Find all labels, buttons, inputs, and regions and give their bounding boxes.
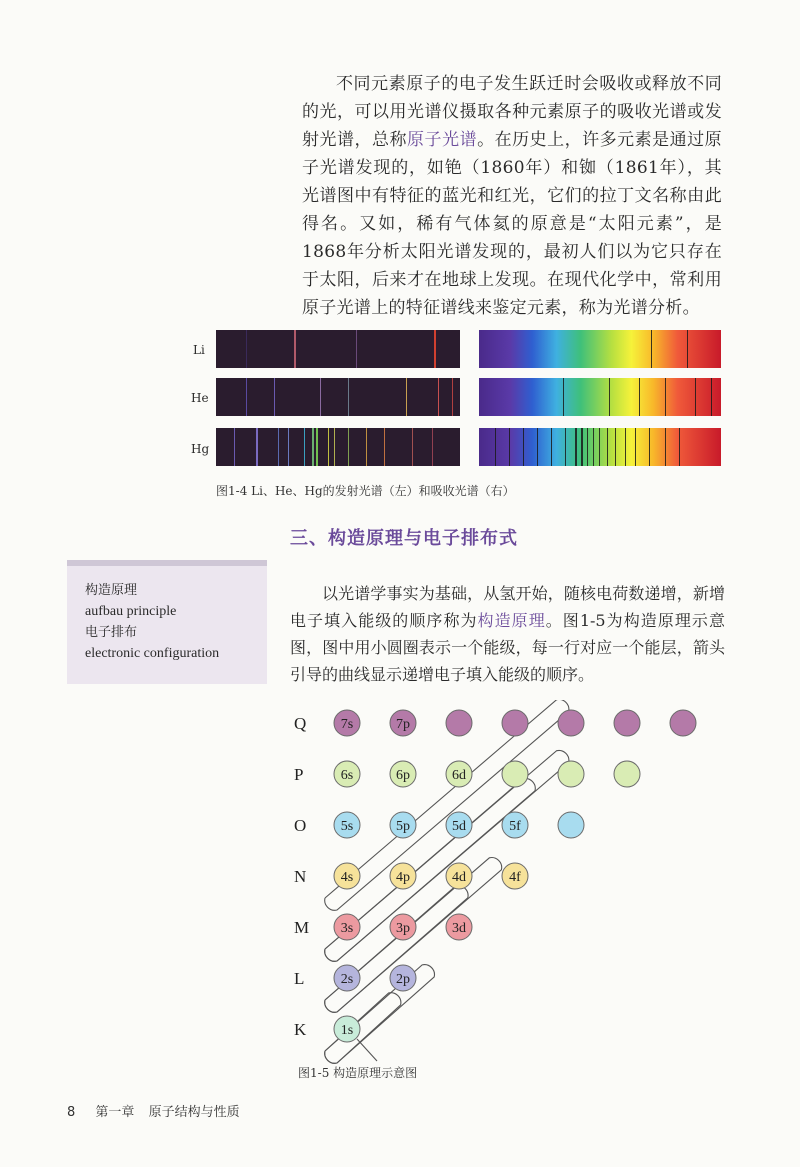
shell-label-N: N	[294, 867, 307, 886]
spectral-line	[312, 428, 314, 466]
absorption-line	[651, 330, 652, 368]
absorption-line	[599, 428, 600, 466]
glossary-term1-en: aufbau principle	[85, 604, 177, 619]
absorption-line	[635, 428, 636, 466]
energy-level-O-4	[558, 812, 584, 838]
absorption-line	[551, 428, 552, 466]
spectral-line	[278, 428, 279, 466]
energy-level-P-5	[614, 761, 640, 787]
li-emission-spectrum	[216, 330, 460, 368]
spectral-line	[348, 378, 349, 416]
term-atomic-spectrum: 原子光谱	[407, 130, 478, 150]
energy-level-label: 4d	[452, 870, 466, 885]
spectral-line	[452, 378, 453, 416]
label-li: Li	[193, 343, 205, 357]
absorption-line	[649, 428, 650, 466]
absorption-line	[593, 428, 594, 466]
spectral-line	[320, 378, 321, 416]
hg-emission-spectrum	[216, 428, 460, 466]
energy-level-label: 1s	[340, 1023, 354, 1038]
energy-level-P-3	[502, 761, 528, 787]
spectral-line	[288, 428, 289, 466]
energy-level-label: 2s	[340, 972, 354, 987]
glossary-term2-en: electronic configuration	[85, 646, 220, 661]
absorption-line	[537, 428, 538, 466]
label-he: He	[191, 391, 209, 405]
energy-level-label: 7p	[396, 717, 410, 732]
absorption-line	[687, 330, 688, 368]
absorption-line	[711, 378, 712, 416]
absorption-line	[607, 428, 608, 466]
absorption-line	[581, 428, 583, 466]
energy-level-label: 7s	[340, 717, 354, 732]
chapter-title: 原子结构与性质	[148, 1105, 240, 1120]
spectral-line	[274, 378, 275, 416]
aufbau-diagram	[280, 700, 720, 1074]
shell-label-M: M	[294, 918, 310, 937]
term-aufbau: 构造原理	[477, 611, 546, 630]
shell-label-O: O	[294, 816, 307, 835]
spectral-line	[434, 330, 436, 368]
shell-label-L: L	[294, 969, 305, 988]
energy-level-label: 5f	[509, 819, 521, 834]
absorption-line	[565, 428, 566, 466]
absorption-line	[665, 378, 666, 416]
spectral-line	[432, 428, 433, 466]
absorption-line	[665, 428, 666, 466]
absorption-line	[563, 378, 564, 416]
energy-level-label: 5d	[452, 819, 466, 834]
energy-level-label: 5p	[396, 819, 410, 834]
spectral-line	[328, 428, 329, 466]
spectral-line	[412, 428, 413, 466]
absorption-line	[679, 428, 680, 466]
energy-level-Q-6	[670, 710, 696, 736]
energy-level-Q-4	[558, 710, 584, 736]
energy-level-label: 6d	[452, 768, 466, 783]
absorption-line	[587, 428, 588, 466]
shell-label-Q: Q	[294, 714, 307, 733]
energy-level-label: 3d	[452, 921, 466, 936]
absorption-line	[609, 378, 610, 416]
absorption-line	[509, 428, 510, 466]
energy-level-label: 4p	[396, 870, 410, 885]
section-heading: 三、构造原理与电子排布式	[290, 528, 518, 549]
glossary-term1-zh: 构造原理	[85, 583, 138, 598]
spectral-line	[316, 428, 318, 466]
he-emission-spectrum	[216, 378, 460, 416]
energy-level-label: 6s	[340, 768, 354, 783]
spectral-line	[246, 330, 247, 368]
label-hg: Hg	[191, 442, 210, 456]
energy-level-label: 3s	[340, 921, 354, 936]
spectral-line	[334, 428, 335, 466]
aufbau-paragraph: 以光谱学事实为基础，从氢开始，随核电荷数递增，新增电子填入能级的顺序称为构造原理。图1-5为构造原理示意图，图中用小圆圈表示一个能级，每一行对应一个能层，箭头引导的曲线显示递增电子填入能级的顺序。	[290, 584, 725, 684]
energy-level-label: 6p	[396, 768, 410, 783]
spectral-line	[438, 378, 439, 416]
glossary-sidebox	[67, 560, 267, 684]
absorption-line	[495, 428, 496, 466]
spectral-line	[348, 428, 349, 466]
glossary-term2-zh: 电子排布	[85, 625, 138, 640]
he-absorption-spectrum	[479, 378, 721, 416]
spectral-line	[366, 428, 367, 466]
absorption-line	[695, 378, 696, 416]
spectral-line	[356, 330, 357, 368]
figure-1-5-caption: 图1-5 构造原理示意图	[298, 1066, 418, 1080]
intro-paragraph: 不同元素原子的电子发生跃迁时会吸收或释放不同的光，可以用光谱仪摄取各种元素原子的吸收光谱或发射光谱，总称原子光谱。在历史上，许多元素是通过原子光谱发现的，如铯（1860年）和铷（1861年），其光谱图中有特征的蓝光和红光，它们的拉丁文名称由此得名。又如，稀有气体氦的原意是“太阳元素”，是1868年分析太阳光谱发现的，最初人们以为它只存在于太阳，后来才在地球上发现。在现代化学中，常利用原子光谱上的特征谱线来鉴定元素，称为光谱分析。	[302, 74, 722, 318]
hg-absorption-spectrum	[479, 428, 721, 466]
spectral-line	[234, 428, 235, 466]
spectral-line	[406, 378, 407, 416]
absorption-line	[615, 428, 616, 466]
spectral-line	[384, 428, 385, 466]
energy-level-Q-2	[446, 710, 472, 736]
spectral-line	[294, 330, 296, 368]
spectral-line	[246, 378, 247, 416]
energy-level-label: 2p	[396, 972, 410, 987]
chapter-label: 第一章	[95, 1105, 135, 1120]
absorption-line	[625, 428, 626, 466]
energy-level-label: 3p	[396, 921, 410, 936]
li-absorption-spectrum	[479, 330, 721, 368]
energy-level-label: 4f	[509, 870, 521, 885]
shell-label-P: P	[294, 765, 304, 784]
energy-level-P-4	[558, 761, 584, 787]
absorption-line	[639, 378, 640, 416]
figure-1-4-caption: 图1-4 Li、He、Hg的发射光谱（左）和吸收光谱（右）	[216, 484, 515, 498]
absorption-line	[575, 428, 577, 466]
page-footer	[67, 1101, 240, 1120]
shell-label-K: K	[294, 1020, 307, 1039]
page-number: 8	[67, 1105, 76, 1120]
energy-level-label: 4s	[340, 870, 354, 885]
absorption-line	[523, 428, 524, 466]
spectral-line	[256, 428, 258, 466]
energy-level-Q-5	[614, 710, 640, 736]
energy-level-label: 5s	[340, 819, 354, 834]
energy-level-Q-3	[502, 710, 528, 736]
spectral-line	[304, 428, 305, 466]
